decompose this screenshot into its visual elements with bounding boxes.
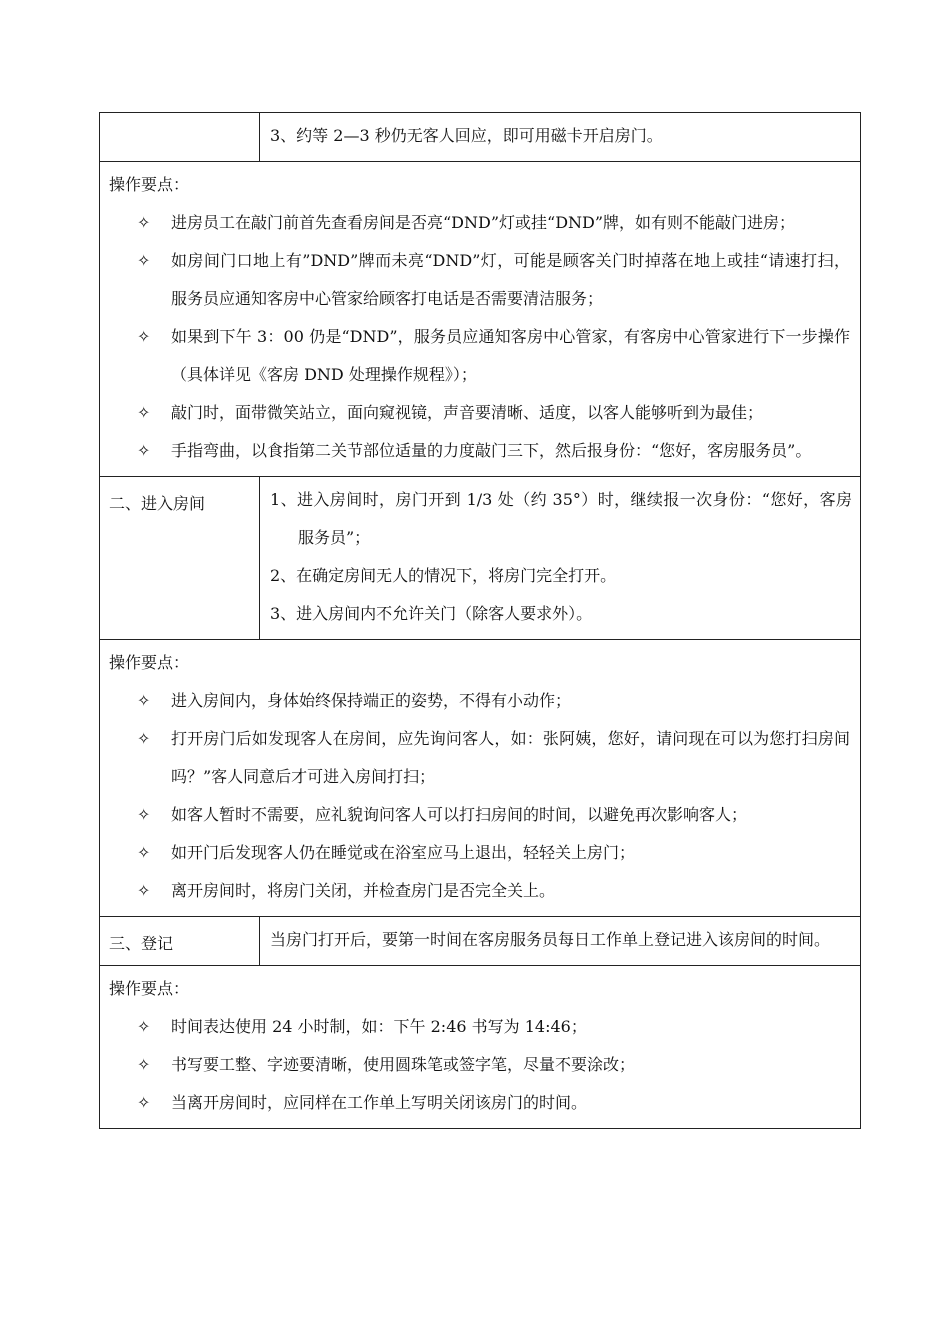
diamond-star-bullet-icon: ✧	[137, 251, 151, 270]
operation-points-title: 操作要点：	[109, 175, 190, 194]
step-item: 1、进入房间时，房门开到 1/3 处（约 35°）时，继续报一次身份：“您好，客房服务员”；	[270, 490, 852, 547]
diamond-star-bullet-icon: ✧	[137, 691, 151, 710]
step-item: 2、在确定房间无人的情况下，将房门完全打开。	[270, 566, 617, 585]
list-item-text: 如客人暂时不需要，应礼貌询问客人可以打扫房间的时间，以避免再次影响客人；	[171, 805, 748, 824]
list-item-text: 手指弯曲，以食指第二关节部位适量的力度敲门三下，然后报身份：“您好，客房服务员”。	[171, 441, 812, 460]
table-row-step-continuation	[100, 113, 861, 162]
table-row-operation-points-3	[100, 966, 861, 1129]
section-label-register: 三、登记	[100, 917, 260, 966]
diamond-star-bullet-icon: ✧	[137, 441, 151, 460]
step-item: 3、约等 2—3 秒仍无客人回应，即可用磁卡开启房门。	[270, 126, 663, 145]
list-item	[109, 1008, 850, 1046]
list-item-text: 当离开房间时，应同样在工作单上写明关闭该房门的时间。	[171, 1093, 588, 1112]
operation-points-title: 操作要点：	[109, 979, 190, 998]
diamond-star-bullet-icon: ✧	[137, 327, 151, 346]
list-item	[109, 1084, 850, 1122]
list-item	[109, 796, 850, 834]
list-item-text: 离开房间时，将房门关闭，并检查房门是否完全关上。	[171, 881, 556, 900]
list-item	[109, 394, 850, 432]
diamond-star-bullet-icon: ✧	[137, 213, 151, 232]
table-row-operation-points-1	[100, 162, 861, 477]
diamond-star-bullet-icon: ✧	[137, 1055, 151, 1074]
operation-points-cell	[100, 162, 861, 477]
list-item	[109, 318, 850, 394]
section-label-enter-room: 二、进入房间	[100, 477, 260, 640]
register-text-cell	[260, 917, 861, 966]
table-row-operation-points-2	[100, 640, 861, 917]
list-item-text: 时间表达使用 24 小时制，如：下午 2:46 书写为 14:46；	[171, 1017, 587, 1036]
list-item-text: 如果到下午 3：00 仍是“DND”，服务员应通知客房中心管家，有客房中心管家进行下一步操作（具体详见《客房 DND 处理操作规程》）；	[171, 327, 850, 384]
operation-points-title: 操作要点：	[109, 653, 190, 672]
procedure-table	[99, 112, 861, 1129]
list-item	[109, 720, 850, 796]
list-item	[109, 834, 850, 872]
diamond-star-bullet-icon: ✧	[137, 1093, 151, 1112]
table-row-enter-room	[100, 477, 861, 640]
diamond-star-bullet-icon: ✧	[137, 881, 151, 900]
list-item-text: 如房间门口地上有”DND”牌而未亮“DND”灯，可能是顾客关门时掉落在地上或挂“请速打扫，服务员应通知客房中心管家给顾客打电话是否需要清洁服务；	[171, 251, 850, 308]
list-item	[109, 1046, 850, 1084]
list-item	[109, 682, 850, 720]
steps-cell	[260, 477, 861, 640]
register-text: 当房门打开后，要第一时间在客房服务员每日工作单上登记进入该房间的时间。	[270, 930, 831, 949]
operation-points-cell	[100, 640, 861, 917]
step-item: 3、进入房间内不允许关门（除客人要求外）。	[270, 604, 593, 623]
list-item	[109, 872, 850, 910]
diamond-star-bullet-icon: ✧	[137, 729, 151, 748]
diamond-star-bullet-icon: ✧	[137, 1017, 151, 1036]
diamond-star-bullet-icon: ✧	[137, 843, 151, 862]
list-item	[109, 242, 850, 318]
operation-points-cell	[100, 966, 861, 1129]
list-item	[109, 204, 850, 242]
table-row-register	[100, 917, 861, 966]
steps-cell	[260, 113, 861, 162]
list-item-text: 打开房门后如发现客人在房间，应先询问客人，如：张阿姨，您好，请问现在可以为您打扫房间吗？”客人同意后才可进入房间打扫；	[171, 729, 850, 786]
list-item-text: 如开门后发现客人仍在睡觉或在浴室应马上退出，轻轻关上房门；	[171, 843, 636, 862]
list-item-text: 进房员工在敲门前首先查看房间是否亮“DND”灯或挂“DND”牌，如有则不能敲门进房；	[171, 213, 796, 232]
list-item-text: 书写要工整、字迹要清晰，使用圆珠笔或签字笔，尽量不要涂改；	[171, 1055, 636, 1074]
list-item-text: 敲门时，面带微笑站立，面向窥视镜，声音要清晰、适度，以客人能够听到为最佳；	[171, 403, 764, 422]
list-item	[109, 432, 850, 470]
list-item-text: 进入房间内，身体始终保持端正的姿势，不得有小动作；	[171, 691, 572, 710]
label-cell-empty	[100, 113, 260, 162]
diamond-star-bullet-icon: ✧	[137, 403, 151, 422]
diamond-star-bullet-icon: ✧	[137, 805, 151, 824]
